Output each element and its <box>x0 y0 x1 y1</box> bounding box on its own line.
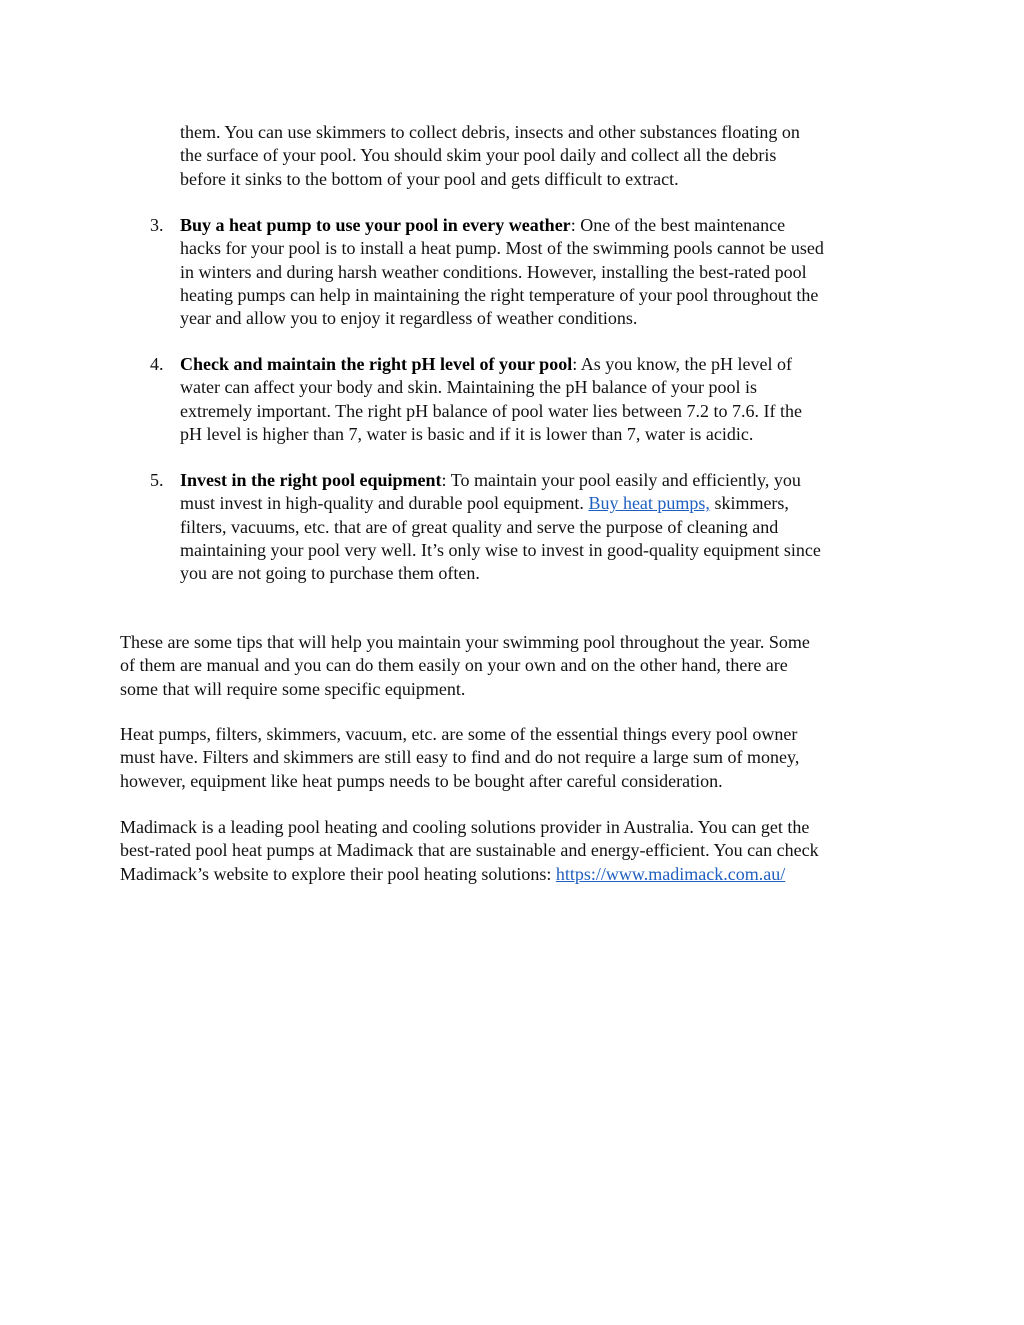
text-line: These are some tips that will help you maintain your swimming pool throughout the year. Some <box>120 632 810 652</box>
text-line: Heat pumps, filters, skimmers, vacuum, etc. are some of the essential things every pool owner <box>120 724 798 744</box>
tip-4 <box>150 353 915 446</box>
text-line: Madimack is a leading pool heating and cooling solutions provider in Australia. You can get the <box>120 817 810 837</box>
equipment-paragraph <box>120 723 920 793</box>
buy-heat-pumps-link[interactable]: Buy heat pumps, <box>588 493 710 514</box>
text-line: pH level is higher than 7, water is basic and if it is lower than 7, water is acidic. <box>180 423 754 444</box>
text-line: before it sinks to the bottom of your pool and gets difficult to extract. <box>180 168 679 189</box>
text-line: however, equipment like heat pumps needs to be bought after careful consideration. <box>120 770 723 791</box>
text-line <box>180 214 915 237</box>
text-line: some that will require some specific equipment. <box>120 678 466 699</box>
text-line: maintaining your pool very well. It’s only wise to invest in good-quality equipment since <box>180 539 821 560</box>
text-line: of them are manual and you can do them easily on your own and on the other hand, there are <box>120 655 788 676</box>
text-fragment: Madimack’s website to explore their pool heating solutions: <box>120 863 556 884</box>
text-line: water can affect your body and skin. Maintaining the pH balance of your pool is <box>180 377 758 398</box>
text-line: extremely important. The right pH balance of pool water lies between 7.2 to 7.6. If the <box>180 400 802 421</box>
summary-paragraph <box>120 631 920 701</box>
text-fragment: : One of the best maintenance <box>570 215 786 235</box>
madimack-website-link[interactable]: https://www.madimack.com.au/ <box>555 863 786 884</box>
text-line <box>120 863 920 886</box>
text-line: best-rated pool heat pumps at Madimack that are sustainable and energy-efficient. You can check <box>120 840 819 861</box>
tip-title: Invest in the right pool equipment <box>180 470 442 490</box>
text-fragment: : As you know, the pH level of <box>572 354 793 374</box>
text-line: filters, vacuums, etc. that are of great quality and serve the purpose of cleaning and <box>180 516 779 537</box>
text-line: you are not going to purchase them often. <box>180 563 480 584</box>
tip-title: Check and maintain the right pH level of your pool <box>180 354 573 374</box>
text-line: must have. Filters and skimmers are still easy to find and do not require a large sum of money, <box>120 747 800 768</box>
text-line: hacks for your pool is to install a heat pump. Most of the swimming pools cannot be used <box>180 238 824 259</box>
text-line: them. You can use skimmers to collect debris, insects and other substances floating on <box>180 122 800 142</box>
tip-5 <box>150 469 915 585</box>
tip-3 <box>150 214 915 330</box>
list-number: 4. <box>150 354 164 374</box>
text-fragment: skimmers, <box>709 493 789 514</box>
list-number: 5. <box>150 470 164 490</box>
tip-title: Buy a heat pump to use your pool in every weather <box>180 215 571 235</box>
text-line: the surface of your pool. You should skim your pool daily and collect all the debris <box>180 145 777 166</box>
text-line: heating pumps can help in maintaining the right temperature of your pool throughout the <box>180 284 819 305</box>
text-line <box>180 492 915 515</box>
text-line <box>180 353 915 376</box>
madimack-paragraph <box>120 816 920 886</box>
text-fragment: must invest in high-quality and durable pool equipment. <box>180 493 589 514</box>
text-line: in winters and during harsh weather conditions. However, installing the best-rated pool <box>180 261 807 282</box>
text-line <box>180 469 915 492</box>
tip-2-continuation <box>180 121 910 191</box>
text-line: year and allow you to enjoy it regardless of weather conditions. <box>180 308 638 329</box>
list-number: 3. <box>150 215 164 235</box>
text-fragment: : To maintain your pool easily and efficiently, you <box>441 470 801 490</box>
